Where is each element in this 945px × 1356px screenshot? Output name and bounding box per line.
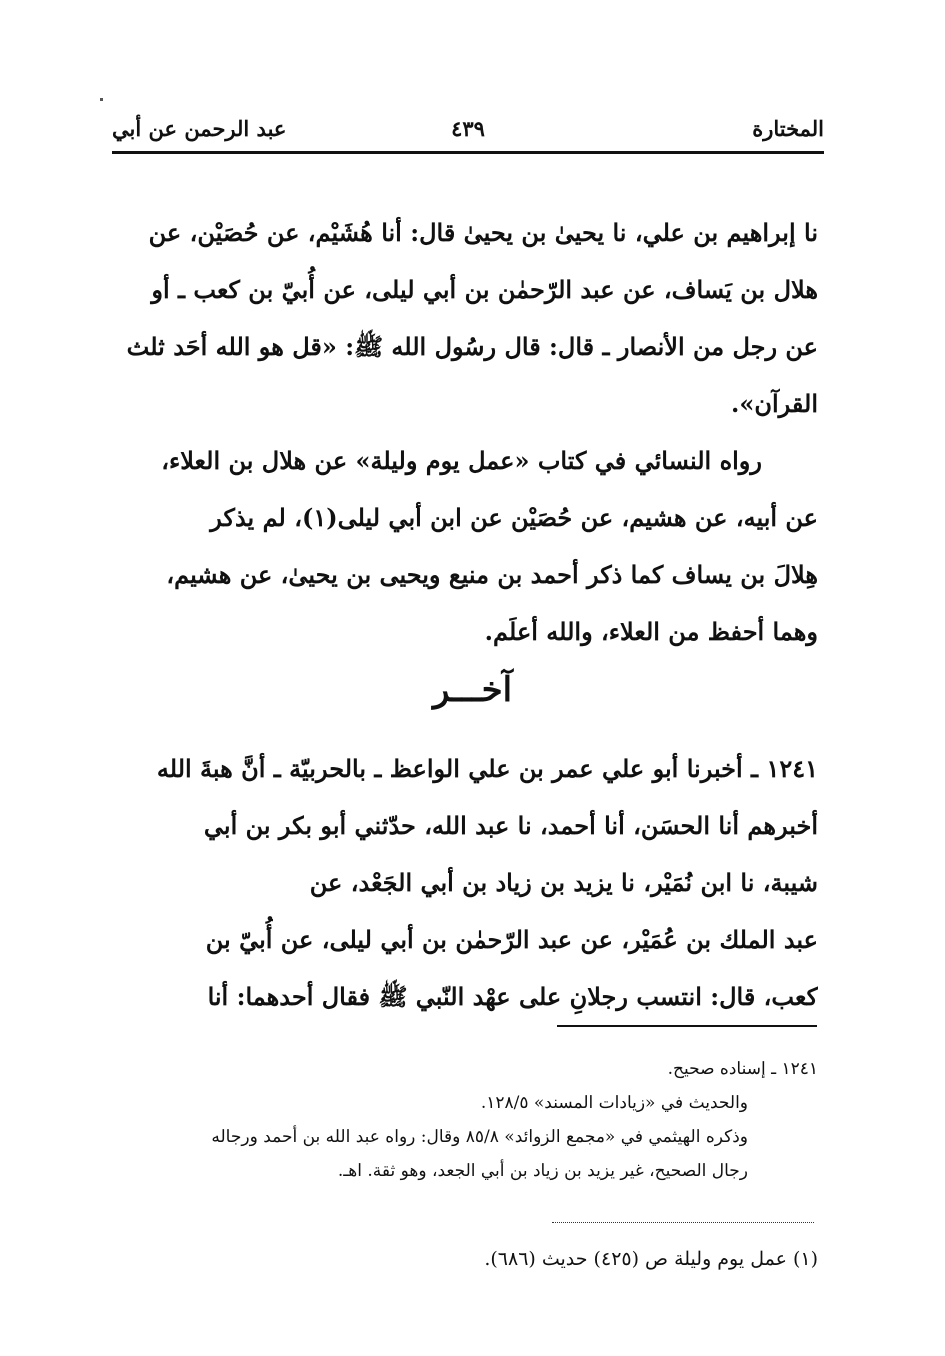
running-header: [112, 110, 824, 150]
text-line: عن أبيه، عن هشيم، عن حُصَيْن عن ابن أبي ليلى(١)، لم يذكر: [210, 503, 818, 532]
text-line: عبد الملك بن عُمَيْر، عن عبد الرّحمٰن بن أبي ليلى، عن أُبيّ بن: [205, 925, 818, 954]
paragraph-isnad: [112, 204, 818, 432]
text-line: هلال بن يَساف، عن عبد الرّحمٰن بن أبي ليلى، عن أُبيّ بن كعب ـ أو: [151, 275, 818, 304]
footnote-separator-dotted: [552, 1222, 814, 1223]
footnote-line: (١) عمل يوم وليلة ص (٤٢٥) حديث (٦٨٦).: [484, 1248, 818, 1270]
footnote-separator: [557, 1025, 817, 1027]
text-line: نا إبراهيم بن علي، نا يحيىٰ بن يحيىٰ قال: أنا هُشَيْم، عن حُصَيْن، عن: [148, 218, 818, 247]
footnote-line: وذكره الهيثمي في «مجمع الزوائد» ٨٥/٨ وقال: رواه عبد الله بن أحمد ورجاله: [211, 1127, 748, 1147]
header-rule: [112, 151, 824, 154]
text-line: عن رجل من الأنصار ـ قال: قال رسُول الله ﷺ: «قل هو الله أحَد ثلث: [126, 332, 818, 361]
text-line: كعب، قال: انتسب رجلانِ على عهْد النّبي ﷺ فقال أحدهما: أنا: [207, 982, 818, 1011]
paragraph-commentary: [112, 432, 818, 660]
section-heading: آخـــر: [432, 670, 513, 710]
text-line: رواه النسائي في كتاب «عمل يوم وليلة» عن هلال بن العلاء،: [161, 446, 762, 475]
footnote-line: رجال الصحيح، غير يزيد بن زياد بن أبي الجعد، وهو ثقة. اهـ.: [337, 1161, 748, 1181]
header-chapter-title: عبد الرحمن عن أبي: [112, 116, 287, 141]
scan-speck: [100, 98, 103, 101]
text-line: وهما أحفظ من العلاء، والله أعلَم.: [484, 617, 818, 646]
text-line: القرآن».: [730, 389, 818, 418]
header-book-title: المختارة: [752, 116, 824, 141]
footnote-hadith-notes: [112, 1052, 818, 1188]
footnote-line: ١٢٤١ ـ إسناده صحيح.: [667, 1059, 818, 1079]
text-line: شيبة، نا ابن نُمَيْر، نا يزيد بن زياد بن أبي الجَعْد، عن: [309, 868, 818, 897]
footnote-line: والحديث في «زيادات المسند» ١٢٨/٥.: [480, 1093, 748, 1113]
paragraph-hadith-1241: [112, 740, 818, 1025]
text-line: ١٢٤١ ـ أخبرنا أبو علي عمر بن علي الواعظ ـ بالحربيّة ـ أنَّ هبةَ الله: [156, 754, 818, 783]
text-line: هِلالَ بن يساف كما ذكر أحمد بن منيع ويحيى بن يحيىٰ، عن هشيم،: [166, 560, 818, 589]
page-number: ٤٣٩: [451, 116, 485, 141]
text-line: أخبرهم أنا الحسَن، أنا أحمد، نا عبد الله، حدّثني أبو بكر بن أبي: [203, 811, 818, 840]
footnote-reference: [112, 1242, 818, 1276]
